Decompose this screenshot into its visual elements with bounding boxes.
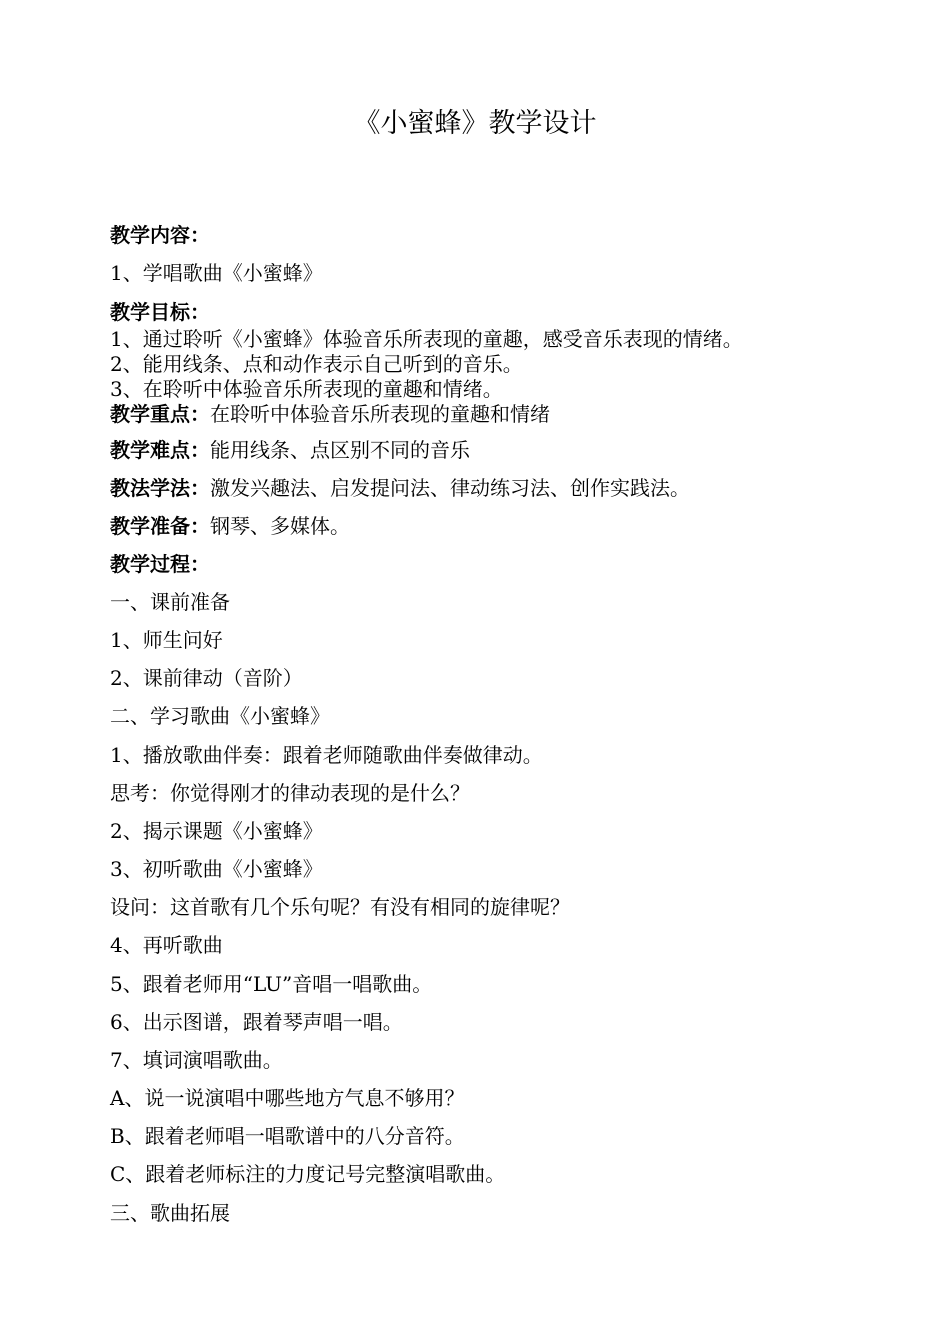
process-line: 设问：这首歌有几个乐句呢？有没有相同的旋律呢？	[110, 895, 570, 919]
process-line: 4、再听歌曲	[110, 933, 223, 957]
process-line: 三、歌曲拓展	[110, 1201, 230, 1225]
process-line: 2、揭示课题《小蜜蜂》	[110, 819, 323, 843]
objective-item: 2、能用线条、点和动作表示自己听到的音乐。	[110, 352, 523, 376]
process-line: A、说一说演唱中哪些地方气息不够用？	[110, 1086, 465, 1110]
preparation-label: 教学准备：	[110, 514, 210, 538]
key-point-text: 在聆听中体验音乐所表现的童趣和情绪	[210, 402, 550, 426]
process-line: 1、师生问好	[110, 628, 223, 652]
objective-item: 1、通过聆听《小蜜蜂》体验音乐所表现的童趣，感受音乐表现的情绪。	[110, 327, 743, 351]
process-line: 5、跟着老师用“LU”音唱一唱歌曲。	[110, 972, 433, 996]
preparation-text: 钢琴、多媒体。	[210, 514, 350, 538]
objectives-heading: 教学目标：	[110, 300, 210, 324]
content-item: 1、学唱歌曲《小蜜蜂》	[110, 261, 323, 285]
difficulty-row	[110, 436, 470, 464]
methods-label: 教法学法：	[110, 476, 210, 500]
process-line: 3、初听歌曲《小蜜蜂》	[110, 857, 323, 881]
process-line: 二、学习歌曲《小蜜蜂》	[110, 704, 330, 728]
process-line: 2、课前律动（音阶）	[110, 666, 303, 690]
process-line: 7、填词演唱歌曲。	[110, 1048, 283, 1072]
process-line: 思考：你觉得刚才的律动表现的是什么？	[110, 781, 470, 805]
process-line: B、跟着老师唱一唱歌谱中的八分音符。	[110, 1124, 465, 1148]
key-point-row	[110, 400, 550, 428]
page-title: 《小蜜蜂》教学设计	[353, 108, 597, 139]
key-point-label: 教学重点：	[110, 402, 210, 426]
methods-row	[110, 474, 690, 502]
objective-item: 3、在聆听中体验音乐所表现的童趣和情绪。	[110, 377, 503, 401]
process-line: C、跟着老师标注的力度记号完整演唱歌曲。	[110, 1162, 506, 1186]
process-line: 1、播放歌曲伴奏：跟着老师随歌曲伴奏做律动。	[110, 743, 543, 767]
process-line: 6、出示图谱，跟着琴声唱一唱。	[110, 1010, 403, 1034]
methods-text: 激发兴趣法、启发提问法、律动练习法、创作实践法。	[210, 476, 690, 500]
difficulty-text: 能用线条、点区别不同的音乐	[210, 438, 470, 462]
preparation-row	[110, 512, 350, 540]
process-line: 一、课前准备	[110, 590, 230, 614]
process-heading: 教学过程：	[110, 552, 210, 576]
difficulty-label: 教学难点：	[110, 438, 210, 462]
content-heading: 教学内容：	[110, 223, 210, 247]
